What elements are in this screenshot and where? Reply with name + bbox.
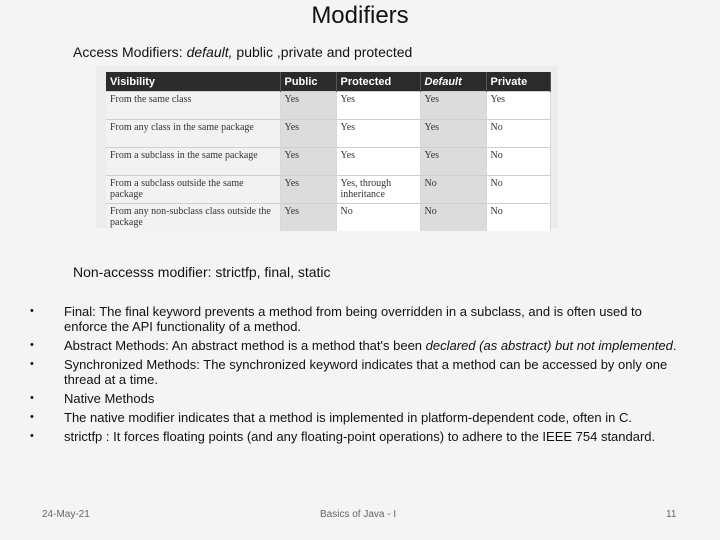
bullet-icon: • [30,392,34,404]
bullet-label: strictfp : [64,429,110,444]
table-cell: From a subclass in the same package [106,148,280,176]
list-item [30,410,680,425]
bullet-label: Abstract Methods: [64,338,169,353]
bullet-text: The native modifier indicates that a method is implemented in platform-dependent code, often in C. [64,410,632,425]
bullet-icon: • [30,411,34,423]
access-default: default, [186,44,233,60]
footer-date: 24-May-21 [42,509,90,520]
table-cell: Yes, through inheritance [336,176,420,204]
table-cell: No [486,120,550,148]
list-item [30,304,680,334]
bullet-icon: • [30,430,34,442]
table-cell: From any non-subclass class outside the package [106,204,280,232]
table-cell: Yes [280,204,336,232]
header-private: Private [486,72,550,92]
table-cell: From a subclass outside the same package [106,176,280,204]
list-item [30,429,680,444]
table-cell: No [420,204,486,232]
list-item [30,338,680,353]
bullet-label: Native Methods [64,391,155,406]
table-cell: No [336,204,420,232]
footer-title: Basics of Java - I [320,509,397,520]
table-cell: Yes [420,92,486,120]
table-cell: Yes [280,176,336,204]
table-row [106,120,550,148]
table-cell: Yes [280,92,336,120]
header-visibility: Visibility [106,72,280,92]
table-row [106,176,550,204]
nonaccess-label: Non-accesss modifier: [73,264,212,280]
bullet-icon: • [30,305,34,317]
bullet-text: It forces floating points (and any floating-point operations) to adhere to the IEEE 754 standard. [113,429,656,444]
table-cell: No [486,176,550,204]
visibility-table [106,72,551,231]
table-cell: Yes [420,148,486,176]
table-cell: No [486,148,550,176]
slide-title: Modifiers [311,2,409,29]
bullet-list [30,304,680,448]
bullet-text: The final keyword prevents a method from being overridden in a subclass, and is often used to enforce the API functionality of a method. [64,304,642,334]
bullet-label: Final: [64,304,96,319]
table-cell: No [486,204,550,232]
table-header-row [106,72,550,92]
access-modifiers-line [73,44,412,60]
list-item [30,391,680,406]
table-cell: No [420,176,486,204]
header-protected: Protected [336,72,420,92]
non-access-modifiers-line [73,264,331,280]
table-row [106,148,550,176]
bullet-icon: • [30,358,34,370]
bullet-label: Synchronized Methods: [64,357,200,372]
access-rest: public ,private and protected [236,44,413,60]
header-public: Public [280,72,336,92]
table-row [106,92,550,120]
table-cell: Yes [336,148,420,176]
table-cell: Yes [280,120,336,148]
table-cell: Yes [336,92,420,120]
table-cell: Yes [420,120,486,148]
bullet-text: The synchronized keyword indicates that a method can be accessed by only one thread at a time. [64,357,668,387]
bullet-text-end: . [672,338,677,353]
footer-page-number: 11 [666,509,677,520]
table-row [106,204,550,232]
access-label: Access Modifiers: [73,44,183,60]
list-item [30,357,680,387]
nonaccess-text: strictfp, final, static [215,264,331,280]
bullet-icon: • [30,339,34,351]
header-default: Default [420,72,486,92]
bullet-italic: declared (as abstract) but not implemented [425,338,673,353]
table-cell: Yes [280,148,336,176]
table-cell: Yes [486,92,550,120]
table-cell: From the same class [106,92,280,120]
visibility-table-image [96,66,558,228]
table-cell: Yes [336,120,420,148]
table-cell: From any class in the same package [106,120,280,148]
bullet-text: An abstract method is a method that's been [171,338,423,353]
